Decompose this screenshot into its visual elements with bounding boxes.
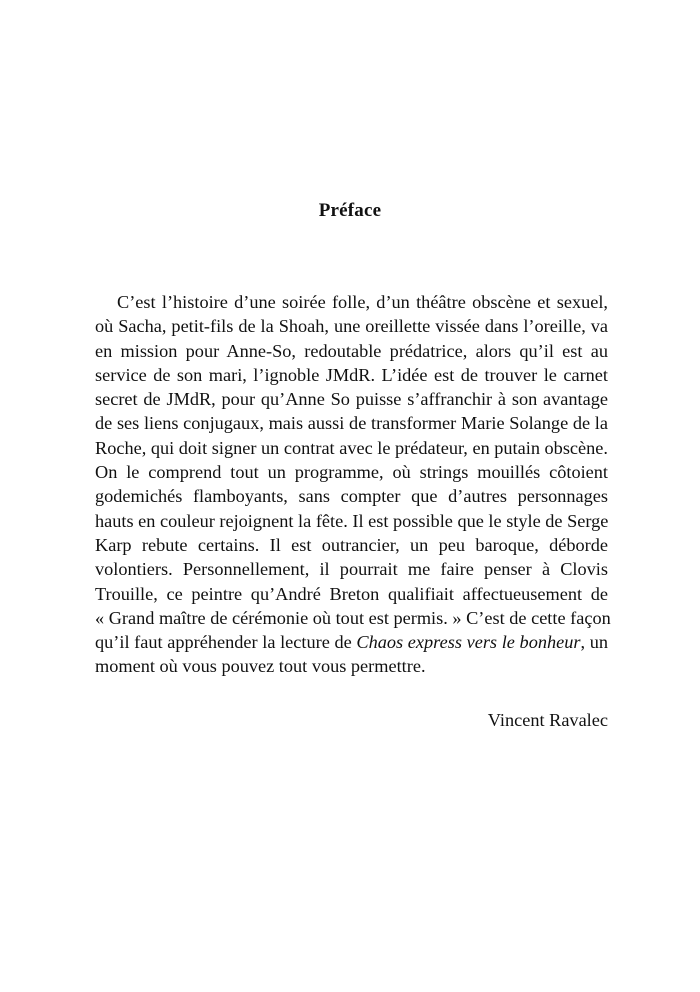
paragraph-line-1: C’est l’histoire d’une soirée folle, d’un théâtre obscène et sexuel, [117, 292, 608, 312]
page-title: Préface [318, 200, 382, 221]
paragraph-line-13: Trouille, ce peintre qu’André Breton qualifiait affectueusement de [95, 583, 608, 604]
book-title-italic: Chaos express vers le bonheur [356, 632, 581, 653]
paragraph-line-3: en mission pour Anne-So, redoutable prédatrice, alors qu’il est au [95, 340, 608, 361]
paragraph-line-12: volontiers. Personnellement, il pourrait me faire penser à Clovis [95, 559, 608, 580]
paragraph-line-10: hauts en couleur rejoignent la fête. Il est possible que le style de Serge [95, 510, 609, 531]
paragraph-line-11: Karp rebute certains. Il est outrancier, un peu baroque, déborde [95, 534, 608, 555]
line-15-text-before: qu’il faut appréhender la lecture de [95, 632, 357, 653]
preface-paragraph [95, 290, 611, 679]
paragraph-line-14: « Grand maître de cérémonie où tout est permis. » C’est de cette façon [95, 607, 611, 628]
paragraph-line-8: On le comprend tout un programme, où strings mouillés côtoient [95, 462, 608, 483]
paragraph-line-2: où Sacha, petit-fils de la Shoah, une oreillette vissée dans l’oreille, va [95, 316, 608, 337]
paragraph-line-4: service de son mari, l’ignoble JMdR. L’idée est de trouver le carnet [95, 364, 608, 385]
paragraph-line-7: Roche, qui doit signer un contrat avec le prédateur, en putain obscène. [95, 437, 608, 458]
paragraph-line-9: godemichés flamboyants, sans compter que d’autres personnages [95, 486, 608, 507]
paragraph-line-16: moment où vous pouvez tout vous permettre. [95, 656, 426, 677]
paragraph-line-6: de ses liens conjugaux, mais aussi de transformer Marie Solange de la [95, 413, 608, 434]
paragraph-line-15 [95, 630, 608, 654]
author-signature: Vincent Ravalec [487, 710, 608, 730]
line-15-text-after: , un [580, 632, 609, 653]
paragraph-line-5: secret de JMdR, pour qu’Anne So puisse s’affranchir à son avantage [95, 389, 608, 410]
